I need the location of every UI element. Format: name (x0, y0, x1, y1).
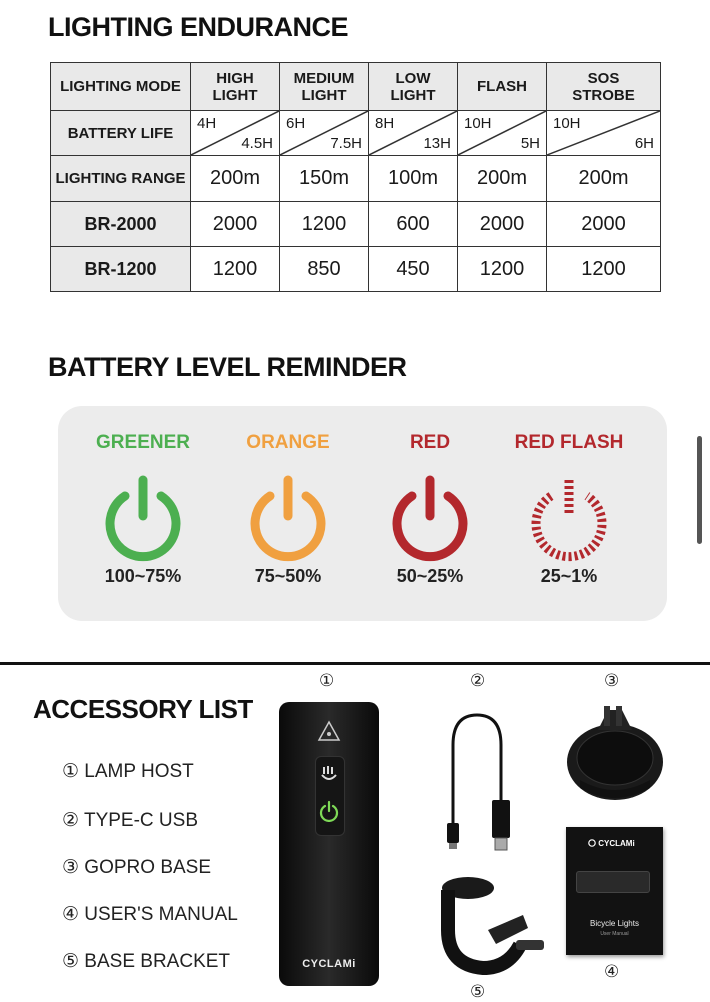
lumen-value: 1200 (547, 247, 661, 292)
lumen-value: 1200 (458, 247, 547, 292)
battery-life-cell: 10H 6H (547, 111, 661, 156)
lamp-host-image (279, 702, 379, 986)
battery-life-label: BATTERY LIFE (51, 111, 191, 156)
gopro-base-image (560, 700, 670, 810)
marker-5: ⑤ (470, 982, 486, 1001)
warning-triangle-icon (317, 720, 341, 742)
lumen-value: 2000 (547, 202, 661, 247)
battery-life-cell: 8H 13H (369, 111, 458, 156)
model-label: BR-2000 (51, 202, 191, 247)
battery-life-cell: 6H 7.5H (280, 111, 369, 156)
marker-1: ① (319, 671, 335, 690)
mode-flash: FLASH (458, 63, 547, 111)
lamp-brand-label: CYCLAMi (302, 958, 356, 970)
battery-life-cell: 4H 4.5H (191, 111, 280, 156)
endurance-table (50, 62, 661, 292)
model-label: BR-1200 (51, 247, 191, 292)
lumen-value: 850 (280, 247, 369, 292)
power-flashing-icon (529, 472, 609, 562)
range-value: 100m (369, 156, 458, 202)
manual-title: Bicycle Lights (590, 919, 639, 928)
lumen-value: 1200 (191, 247, 280, 292)
scrollbar[interactable] (697, 436, 702, 544)
lumen-value: 600 (369, 202, 458, 247)
accessory-item: ⑤ BASE BRACKET (62, 951, 231, 972)
mode-label: LIGHTING MODE (51, 63, 191, 111)
mode-high: HIGH LIGHT (191, 63, 280, 111)
level-name: ORANGE (246, 432, 330, 453)
table-row (51, 247, 661, 292)
power-button-icon[interactable] (319, 800, 339, 822)
mode-medium: MEDIUM LIGHT (280, 63, 369, 111)
mode-low: LOW LIGHT (369, 63, 458, 111)
marker-2: ② (470, 671, 486, 690)
range-value: 150m (280, 156, 369, 202)
power-red-icon (390, 472, 470, 562)
brand-logo-icon (588, 839, 596, 847)
lighting-endurance-title: LIGHTING ENDURANCE (48, 12, 348, 42)
accessory-item: ④ USER'S MANUAL (62, 904, 238, 925)
user-manual-image (566, 827, 663, 955)
manual-brand: CYCLAMi (588, 839, 635, 848)
base-bracket-image (428, 870, 548, 990)
accessory-item: ③ GOPRO BASE (62, 857, 212, 878)
range-label: LIGHTING RANGE (51, 156, 191, 202)
lumen-value: 2000 (191, 202, 280, 247)
level-percent: 75~50% (254, 566, 322, 586)
range-value: 200m (191, 156, 280, 202)
accessory-item: ② TYPE-C USB (62, 810, 198, 831)
light-beam-icon (319, 764, 339, 784)
table-row (51, 111, 661, 156)
range-value: 200m (458, 156, 547, 202)
level-percent: 50~25% (396, 566, 464, 586)
level-percent: 100~75% (104, 566, 182, 586)
battery-reminder-title: BATTERY LEVEL REMINDER (48, 352, 407, 382)
usb-cable-image (435, 705, 535, 865)
accessory-item: ① LAMP HOST (62, 761, 194, 782)
lumen-value: 1200 (280, 202, 369, 247)
level-name: RED (409, 432, 451, 453)
range-value: 200m (547, 156, 661, 202)
lumen-value: 450 (369, 247, 458, 292)
level-name: GREENER (96, 432, 190, 453)
power-green-icon (103, 472, 183, 562)
power-orange-icon (248, 472, 328, 562)
accessory-list-title: ACCESSORY LIST (33, 694, 253, 724)
mode-sos: SOS STROBE (547, 63, 661, 111)
battery-life-cell: 10H 5H (458, 111, 547, 156)
lumen-value: 2000 (458, 202, 547, 247)
manual-subtitle: User Manual (600, 931, 629, 937)
level-name: RED FLASH (514, 432, 624, 453)
section-divider (0, 662, 710, 665)
level-percent: 25~1% (540, 566, 598, 586)
table-row (51, 63, 661, 111)
marker-4: ④ (604, 962, 620, 981)
table-row (51, 202, 661, 247)
marker-3: ③ (604, 671, 620, 690)
battery-level-panel (58, 406, 667, 621)
table-row (51, 156, 661, 202)
